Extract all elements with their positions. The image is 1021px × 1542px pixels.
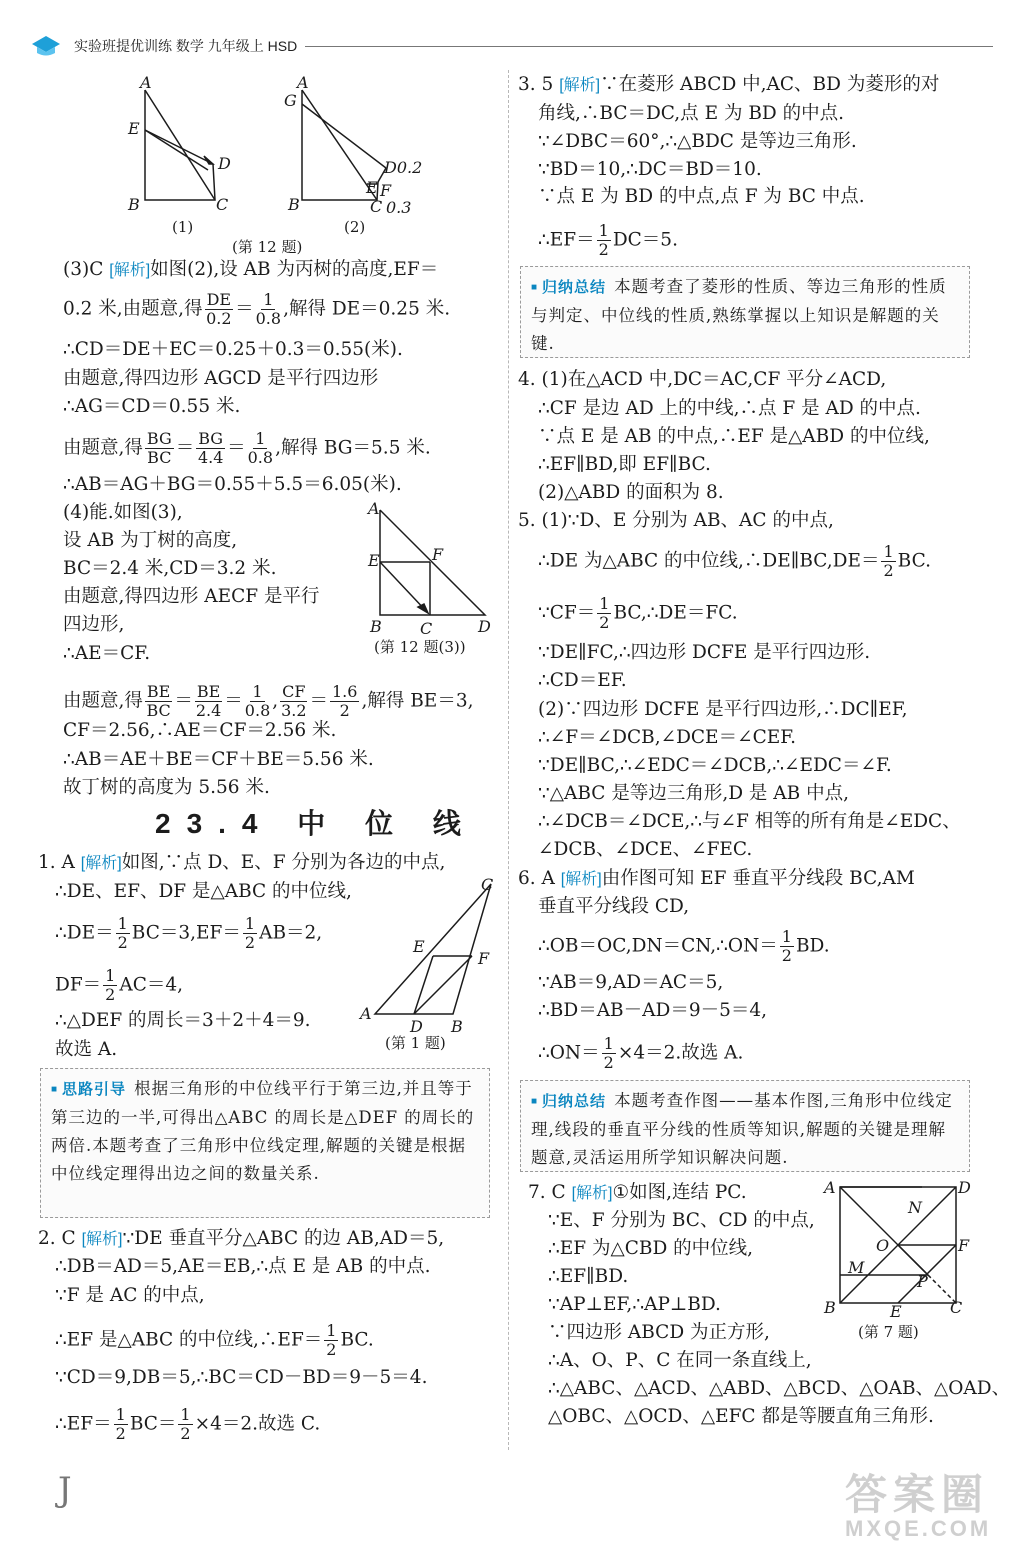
fig2-label-g: G: [284, 91, 297, 110]
q4-line-2: ∴CF 是边 AD 上的中线,∴点 F 是 AD 的中点.: [538, 398, 921, 419]
q6-line-6: ∴ON＝ $\frac{1}{2}$ ×4＝2.故选 A.: [538, 1034, 744, 1072]
fig-q7-label-f: F: [958, 1236, 970, 1255]
q5-line-4: ∵DE∥FC,∴四边形 DCFE 是平行四边形.: [538, 642, 871, 663]
q1-line-6: 故选 A.: [55, 1039, 118, 1060]
q7-line-6: ∵四边形 ABCD 为正方形,: [548, 1322, 770, 1343]
q7-line-9: △OBC、△OCD、△EFC 都是等腰直角三角形.: [548, 1406, 934, 1427]
page-header: [30, 32, 990, 62]
q7-line-3: ∴EF 为△CBD 的中位线,: [548, 1238, 754, 1259]
left-line-12: 四边形,: [63, 614, 125, 635]
fig-q7-label-e: E: [890, 1302, 902, 1321]
left-line-11: 由题意,得四边形 AECF 是平行: [63, 586, 320, 607]
tip-box-text: 根据三角形的中位线平行于第三边,并且等于第三边的一半,可得出△ABC 的周长是△DEF 的周长的两倍.本题考查了三角形中位线定理,解题的关键是根据中位线定理得出边之间的数量关系.: [51, 1079, 475, 1183]
fig2-caption: (2): [344, 218, 366, 236]
header-title: 实验班提优训练 数学 九年级上 HSD: [74, 38, 298, 54]
q1-line-4: DF＝ $\frac{1}{2}$ AC＝4,: [55, 966, 184, 1004]
q5-line-3: ∵CF＝ $\frac{1}{2}$ BC,∴DE＝FC.: [538, 594, 738, 632]
figure-12-3: [360, 500, 500, 674]
q7-line-2: ∵E、F 分别为 BC、CD 的中点,: [548, 1210, 815, 1231]
summary-box-1: ■ 归纳总结 本题考查了菱形的性质、等边三角形的性质与判定、中位线的性质,熟练掌握以上知识是解题的关键.: [520, 266, 970, 358]
fig-q1-label-a: A: [360, 1004, 372, 1023]
q7-line-1: 7. C [解析]①如图,连结 PC.: [528, 1182, 747, 1203]
q5-line-1: 5. (1)∵D、E 分别为 AB、AC 的中点,: [518, 510, 834, 531]
q3-line-3: ∵∠DBC＝60°,∴△BDC 是等边三角形.: [538, 131, 857, 152]
left-line-6: 由题意,得 $\frac{BG}{BC}$ ＝ $\frac{BG}{4.4}$ ＝ $\frac{1}{0.8}$ ,解得 BG＝5.5 米.: [63, 429, 431, 467]
fig2-label-03: 0.3: [386, 198, 412, 217]
fig2-label-d: D0.2: [384, 158, 423, 177]
fig-q7-label-d: D: [958, 1178, 971, 1197]
q7-line-4: ∴EF∥BD.: [548, 1266, 629, 1287]
fig2-label-b: B: [288, 195, 300, 214]
fig-q7-label-c: C: [950, 1298, 963, 1317]
fig-q1-label-f: F: [478, 949, 490, 968]
left-line-16: ∴AB＝AE＋BE＝CF＋BE＝5.56 米.: [63, 749, 374, 770]
q2-line-5: ∵CD＝9,DB＝5,∴BC＝CD－BD＝9－5＝4.: [55, 1367, 428, 1388]
fig-q1-label-e: E: [413, 937, 425, 956]
fig3-label-f: F: [432, 545, 444, 564]
q7-line-5: ∵AP⊥EF,∴AP⊥BD.: [548, 1294, 721, 1315]
left-line-13: ∴AE＝CF.: [63, 643, 151, 664]
q2-line-1: 2. C [解析]∵DE 垂直平分△ABC 的边 AB,AD＝5,: [38, 1228, 445, 1249]
q6-line-4: ∵AB＝9,AD＝AC＝5,: [538, 972, 724, 993]
q1-line-1: 1. A [解析]如图,∵点 D、E、F 分别为各边的中点,: [38, 852, 446, 873]
q5-line-5: ∴CD＝EF.: [538, 670, 627, 691]
left-line-10: BC＝2.4 米,CD＝3.2 米.: [63, 558, 277, 579]
q6-line-3: ∴OB＝OC,DN＝CN,∴ON＝ $\frac{1}{2}$ BD.: [538, 927, 830, 965]
q6-line-5: ∴BD＝AB－AD＝9－5＝4,: [538, 1000, 768, 1021]
q3-line-5: ∵点 E 为 BD 的中点,点 F 为 BC 中点.: [538, 186, 865, 207]
fig1-label-b: B: [128, 195, 140, 214]
analysis-tag: [解析]: [109, 262, 151, 279]
q4-line-3: ∵点 E 是 AB 的中点,∴EF 是△ABD 的中位线,: [538, 426, 930, 447]
q5-line-10: ∴∠DCB＝∠DCE,∴与∠F 相等的所有角是∠EDC、: [538, 811, 961, 832]
left-line-14: 由题意,得 $\frac{BE}{BC}$ ＝ $\frac{BE}{2.4}$ ＝ $\frac{1}{0.8}$ , $\frac{CF}{3.2}$ ＝ $\frac{1.6}{2}$ ,解得 BE＝3,: [63, 682, 474, 720]
fig-q1-caption: (第 1 题): [385, 1034, 446, 1052]
q2-line-4: ∴EF 是△ABC 的中位线,∴EF＝ $\frac{1}{2}$ BC.: [55, 1321, 374, 1359]
q4-line-5: (2)△ABD 的面积为 8.: [538, 482, 724, 503]
q3-line-1: 3. 5 [解析]∵在菱形 ABCD 中,AC、BD 为菱形的对: [518, 74, 940, 95]
fig-q1-label-b: B: [451, 1017, 463, 1036]
fig2-label-f: F: [380, 181, 392, 200]
q4-line-4: ∴EF∥BD,即 EF∥BC.: [538, 454, 711, 475]
watermark: [845, 1462, 991, 1542]
fig-q1-label-d: D: [410, 1017, 423, 1036]
fig12-caption: (第 12 题): [232, 238, 303, 256]
q6-line-2: 垂直平分线段 CD,: [538, 896, 690, 917]
page-mark: J: [58, 1470, 72, 1510]
watermark-line-2: MXQE.COM: [845, 1516, 992, 1541]
column-divider: [508, 70, 509, 1450]
fig-q7-label-b: B: [824, 1298, 836, 1317]
left-line-9: 设 AB 为丁树的高度,: [63, 530, 238, 551]
fig-q1-label-c: C: [481, 875, 494, 894]
q3-line-2: 角线,∴BC＝DC,点 E 为 BD 的中点.: [538, 103, 845, 124]
fig1-label-c: C: [216, 195, 229, 214]
q3-line-6: ∴EF＝ $\frac{1}{2}$ DC＝5.: [538, 221, 678, 259]
q3-line-4: ∵BD＝10,∴DC＝BD＝10.: [538, 159, 762, 180]
fig2-label-a: A: [297, 73, 309, 92]
figure-q1: [355, 872, 505, 1061]
fig2-label-e: E: [366, 178, 378, 197]
fig1-label-d: D: [218, 154, 231, 173]
fig1-label-a: A: [140, 73, 152, 92]
left-line-8: (4)能.如图(3),: [63, 502, 183, 523]
q5-line-8: ∵DE∥BC,∴∠EDC＝∠DCB,∴∠EDC＝∠F.: [538, 755, 892, 776]
q1-line-3: ∴DE＝ $\frac{1}{2}$ BC＝3,EF＝ $\frac{1}{2}$ AB＝2,: [55, 914, 323, 952]
left-line-2: 0.2 米,由题意,得 $\frac{DE}{0.2}$ ＝ $\frac{1}{0.8}$ ,解得 DE＝0.25 米.: [63, 290, 451, 328]
fig3-label-a: A: [368, 500, 380, 518]
left-line-3: ∴CD＝DE＋EC＝0.25＋0.3＝0.55(米).: [63, 339, 403, 360]
fig1-label-e: E: [128, 119, 140, 138]
fig3-label-e: E: [368, 551, 380, 570]
book-logo-icon: [30, 32, 62, 58]
fig-q7-label-n: N: [908, 1198, 922, 1217]
header-rule: [305, 46, 993, 47]
figure-12-1-2: [120, 72, 450, 266]
left-line-4: 由题意,得四边形 AGCD 是平行四边形: [63, 368, 379, 389]
q5-line-9: ∵△ABC 是等边三角形,D 是 AB 中点,: [538, 783, 850, 804]
q5-line-11: ∠DCB、∠DCE、∠FEC.: [538, 839, 753, 860]
fig-q7-label-p: P: [917, 1272, 928, 1291]
q2-line-2: ∴DB＝AD＝5,AE＝EB,∴点 E 是 AB 的中点.: [55, 1256, 431, 1277]
q7-line-8: ∴△ABC、△ACD、△ABD、△BCD、△OAB、△OAD、: [548, 1378, 1011, 1399]
q7-line-7: ∴A、O、P、C 在同一条直线上,: [548, 1350, 812, 1371]
tip-box-label: ■ 思路引导: [51, 1076, 126, 1104]
watermark-line-1: 答案圈: [845, 1471, 990, 1518]
q5-line-2: ∴DE 为△ABC 的中位线,∴DE∥BC,DE＝ $\frac{1}{2}$ BC.: [538, 542, 931, 580]
tip-box-thinking: [40, 1068, 490, 1218]
fig3-label-b: B: [370, 617, 382, 636]
left-line-15: CF＝2.56,∴AE＝CF＝2.56 米.: [63, 720, 337, 741]
fig2-label-c: C: [370, 197, 383, 216]
left-line-7: ∴AB＝AG＋BG＝0.55＋5.5＝6.05(米).: [63, 474, 402, 495]
section-title: 23.4 中 位 线: [155, 808, 477, 839]
q2-line-6: ∴EF＝ $\frac{1}{2}$ BC＝ $\frac{1}{2}$ ×4＝2.故选 C.: [55, 1405, 321, 1443]
q5-line-7: ∴∠F＝∠DCB,∠DCE＝∠CEF.: [538, 727, 797, 748]
fig3-label-c: C: [420, 619, 433, 638]
fig-q7-label-o: O: [876, 1236, 890, 1255]
figure-12-1: [145, 90, 215, 200]
left-line-1: (3)C [解析]如图(2),设 AB 为丙树的高度,EF＝: [63, 259, 439, 280]
left-line-17: 故丁树的高度为 5.56 米.: [63, 777, 270, 798]
q4-line-1: 4. (1)在△ACD 中,DC＝AC,CF 平分∠ACD,: [518, 369, 887, 390]
fig-q7-label-m: M: [848, 1258, 865, 1277]
q5-line-6: (2)∵四边形 DCFE 是平行四边形,∴DC∥EF,: [538, 699, 908, 720]
summary-box-2: ■ 归纳总结 本题考查作图——基本作图,三角形中位线定理,线段的垂直平分线的性质等知识,解题的关键是理解题意,灵活运用所学知识解决问题.: [520, 1080, 970, 1172]
fig3-caption: (第 12 题(3)): [374, 638, 466, 656]
left-line-5: ∴AG＝CD＝0.55 米.: [63, 396, 241, 417]
q1-line-5: ∴△DEF 的周长＝3＋2＋4＝9.: [55, 1010, 311, 1031]
q1-line-2: ∴DE、EF、DF 是△ABC 的中位线,: [55, 881, 352, 902]
fig-q7-label-a: A: [824, 1178, 836, 1197]
q2-line-3: ∵F 是 AC 的中点,: [55, 1285, 205, 1306]
q6-line-1: 6. A [解析]由作图可知 EF 垂直平分线段 BC,AM: [518, 868, 915, 889]
figure-q7: [822, 1175, 972, 1354]
fig1-caption: (1): [172, 218, 194, 236]
fig-q7-caption: (第 7 题): [858, 1323, 919, 1341]
fig3-label-d: D: [478, 617, 491, 636]
